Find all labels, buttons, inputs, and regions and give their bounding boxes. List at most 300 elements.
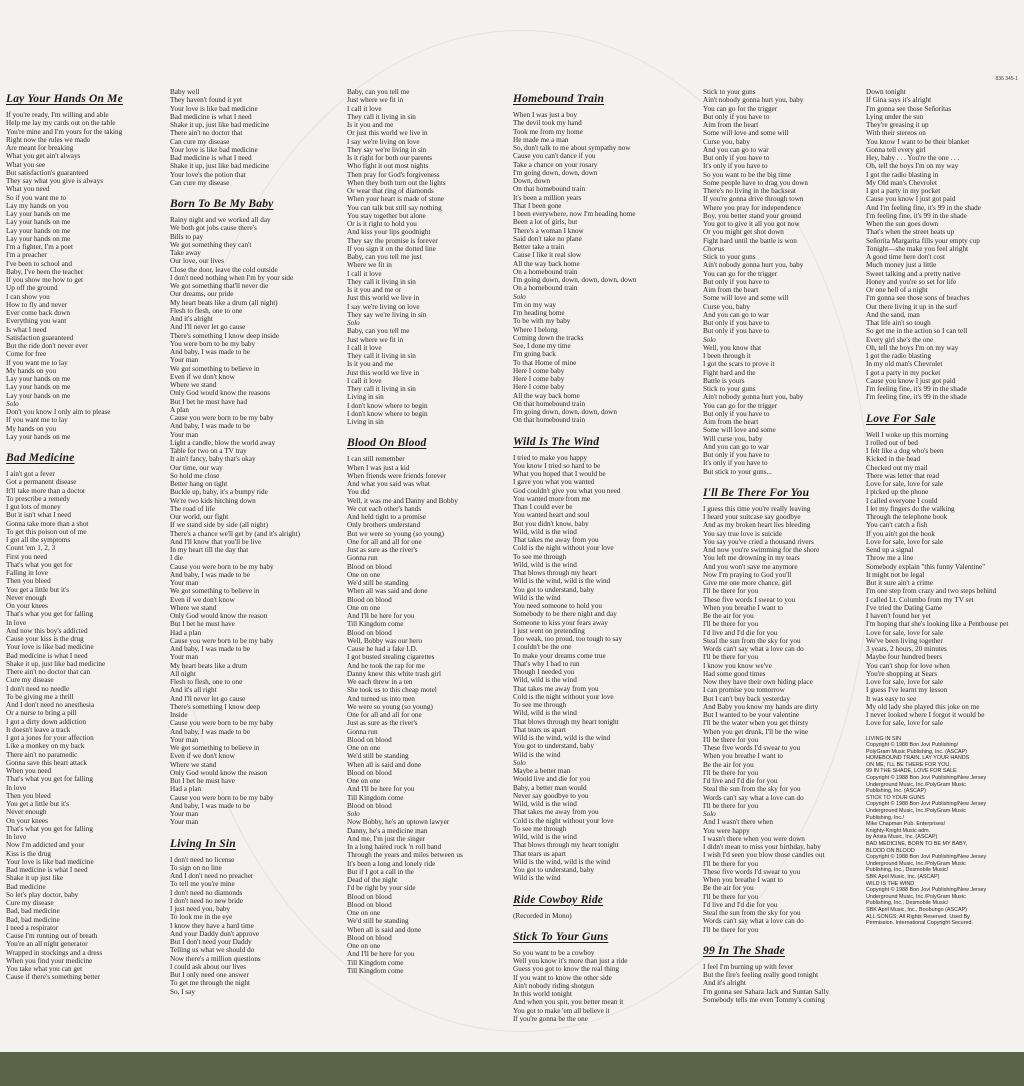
lyric-line: How to fly and never: [6, 300, 68, 309]
lyric-line: Is what I need: [6, 325, 47, 334]
lyric-line: And me, I'm just the singer: [347, 834, 425, 843]
lyric-line: We got something to believe in: [170, 364, 260, 373]
lyric-line: I got the scars to prove it: [703, 360, 775, 369]
lyric-line: You can talk but still say nothing: [347, 203, 442, 212]
lyric-line: I say we're living on love: [347, 302, 420, 311]
lyric-line: I heard your suitcase say goodbye: [703, 513, 801, 521]
lyric-line: Blood on blood: [347, 735, 392, 744]
lyrics-column-5: [703, 88, 829, 1004]
credit-line: Publishing, Inc./: [866, 814, 905, 821]
lyric-line: And I'll know that you'll be live: [170, 537, 262, 546]
lyric-line: I called everyone I could: [866, 496, 938, 505]
lyric-line: Rainy night and we worked all day: [170, 216, 271, 224]
song-title: Homebound Train: [513, 93, 605, 105]
lyric-line: Love for sale, love for sale: [866, 628, 944, 637]
lyric-line: I'm a fighter, I'm a poet: [6, 243, 73, 251]
lyric-line: And I'll be here for you: [347, 950, 415, 959]
lyric-line: Lay your hands on me: [6, 432, 71, 441]
lyric-line: I gave you what you wanted: [513, 478, 595, 487]
lyric-line: Curse you, baby: [703, 302, 750, 311]
song-title: Living In Sin: [170, 837, 236, 850]
lyric-line: Here I come baby: [513, 366, 565, 375]
lyric-line: Stick to your guns: [703, 88, 756, 96]
lyric-line: I'm gonna see Sahara Jack and Suntan Sally: [703, 987, 830, 996]
lyric-line: But it isn't what I need: [6, 511, 71, 520]
lyric-line: Down, down: [513, 177, 551, 185]
lyric-line: And kiss your lips goodnight: [347, 228, 431, 237]
lyric-line: Ever come back down: [6, 309, 71, 317]
lyric-line: A good time here don't cost: [866, 253, 945, 261]
lyric-line: I guess I've learnt my lesson: [866, 686, 948, 695]
lyric-line: Just where we fit in: [347, 335, 404, 344]
lyric-line: You take what you can get: [6, 965, 83, 973]
lyric-line: It might not be legal: [866, 570, 925, 579]
lyric-line: We got something to believe in: [170, 744, 260, 752]
lyric-line: And he took the rap for me: [347, 661, 425, 670]
lyric-line: You wanted more from me: [513, 494, 591, 503]
lyric-line: When all is said and done: [347, 760, 422, 769]
credit-line: SBK April Music, Inc., Boobungo (ASCAP): [866, 906, 967, 913]
lyric-line: That life ain't so tough: [866, 319, 931, 327]
lyric-line: Words can't say what a love can do: [703, 793, 804, 802]
lyric-line: Can cure my disease: [170, 178, 230, 187]
section-label: Chorus: [703, 244, 725, 253]
lyric-line: Just as sure as the river's: [347, 546, 418, 554]
section-label: Solo: [513, 758, 526, 767]
lyric-line: Some will love and some will: [703, 129, 789, 138]
lyric-line: It's only if you have to: [703, 162, 768, 171]
lyric-line: And what you said was what: [347, 480, 430, 488]
lyric-line: I'm a preacher: [6, 251, 47, 260]
lyric-line: Well I woke up this morning: [866, 430, 949, 439]
lyric-line: 3 years, 2 hours, 20 minutes: [866, 645, 947, 653]
lyric-line: Close the door, leave the cold outside: [170, 265, 278, 274]
lyric-line: Or just this world we live in: [347, 129, 428, 138]
lyric-line: He made me a man: [513, 135, 569, 144]
lyric-line: Your man: [170, 356, 199, 365]
lyric-line: I got a jones for your affection: [6, 734, 94, 742]
lyric-line: I got the radio blasting in: [866, 170, 939, 179]
lyric-line: Kiss is the drug: [6, 849, 51, 858]
lyric-line: I don't need no needle: [6, 684, 70, 693]
lyric-line: Light a candle, blow the world away: [170, 438, 276, 447]
lyric-line: You were born to be my baby: [170, 339, 256, 348]
lyric-line: Sweet talking and a pretty native: [866, 269, 961, 278]
lyric-line: Baby, can you tell me: [347, 88, 410, 96]
lyric-line: Now I'm praying to God you'll: [703, 570, 792, 579]
lyric-line: Your man: [170, 430, 199, 439]
lyric-line: Where we stand: [170, 381, 217, 389]
lyric-line: We both got jobs cause there's: [170, 224, 257, 233]
lyric-line: Is it you and me: [347, 360, 394, 369]
lyric-line: And I'll never let go cause: [170, 694, 246, 703]
credit-line: Copyright © 1988 Bon Jovi Publishing/New Jersey: [866, 801, 987, 808]
lyric-line: I'm heading home: [513, 309, 565, 317]
lyric-line: Cause I'm running out of breath: [6, 932, 98, 940]
lyric-line: Wild, wild is the wind: [513, 527, 577, 536]
lyric-line: These five words I'd swear to you: [703, 744, 801, 752]
lyric-line: Baby well: [170, 88, 200, 96]
lyric-line: Even if we don't know: [170, 372, 235, 381]
lyric-line: When I was just a kid: [347, 463, 410, 472]
lyric-line: Bills to pay: [170, 232, 204, 241]
lyric-line: I've tried the Dating Game: [866, 603, 943, 612]
lyric-line: Oh, tell the boys I'm on my way: [866, 343, 959, 352]
lyric-line: Will curse you, baby: [703, 434, 763, 443]
lyric-line: That's what you get for falling: [6, 824, 93, 833]
lyric-line: Cause you were born to be my baby: [170, 636, 274, 645]
lyric-line: Fight hard until the battle is won: [703, 236, 797, 245]
credit-line: 99 IN THE SHADE, LOVE FOR SALE: [866, 768, 957, 775]
lyric-line: To get this poison out of me: [6, 527, 87, 536]
lyric-line: I'm going down, down, down, down, down: [513, 276, 637, 284]
lyric-line: I'm hoping that she's looking like a Penthouse pet: [866, 620, 1009, 629]
song-title: Ride Cowboy Ride: [513, 893, 604, 906]
lyric-line: Somebody to be there night and day: [513, 610, 617, 619]
lyric-line: Somebody tells me even Tommy's coming: [703, 995, 825, 1004]
lyric-line: I'll be the water when you get thirsty: [703, 719, 809, 728]
lyric-line: In a long haired rock 'n roll band: [347, 843, 442, 851]
lyric-line: Blood on blood: [347, 900, 392, 909]
lyric-line: I wasn't there when you were down: [703, 834, 805, 843]
lyric-line: I haven't found her yet: [866, 612, 931, 620]
song-title: Lay Your Hands On Me: [6, 93, 123, 105]
lyric-line: They're greasing it up: [866, 121, 929, 129]
lyric-line: Wild is the wind, wild is the wind: [513, 734, 611, 742]
lyric-line: We got something that'll never die: [170, 282, 269, 290]
lyric-line: I feel I'm burning up with fever: [703, 962, 794, 971]
lyric-line: My Old man's Chevrolet: [866, 178, 937, 187]
lyric-line: I'm going down, down, down: [513, 168, 598, 177]
lyric-line: Where we stand: [170, 760, 217, 769]
lyric-line: With their stereos on: [866, 129, 926, 138]
lyric-line: In this world tonight: [513, 990, 572, 998]
lyric-line: We cut each other's hands: [347, 504, 422, 513]
lyric-line: They say the promise is forever: [347, 236, 438, 245]
lyric-line: We were so young (so young): [347, 702, 433, 711]
lyric-line: Then you bleed: [6, 791, 51, 800]
lyric-line: You can't catch a fish: [866, 521, 928, 530]
lyric-line: And the sand, man: [866, 310, 920, 319]
lyric-line: You did: [347, 488, 370, 497]
lyric-line: We each threw in a ten: [347, 678, 413, 686]
lyric-line: If you ain't got the hook: [866, 529, 935, 538]
lyric-line: When you breathe I want to: [703, 876, 784, 884]
lyric-line: Take away: [170, 249, 201, 257]
lyric-line: Just this world we live in: [347, 368, 420, 377]
lyric-line: Baby, can you tell me just: [347, 253, 422, 261]
lyric-line: I'll be there for you: [703, 587, 759, 596]
lyric-line: That I been gone: [513, 201, 562, 210]
lyric-line: Better hang on tight: [170, 480, 228, 488]
lyric-line: Is it you and me or: [347, 286, 402, 294]
lyric-line: I been everywhere, now I'm heading home: [513, 210, 636, 218]
lyric-line: Never enough: [6, 808, 47, 817]
lyric-line: Send up a signal: [866, 546, 914, 554]
lyric-line: To tell me you're mine: [170, 880, 235, 889]
lyric-line: Inside: [170, 711, 188, 719]
lyric-line: And you can go to war: [703, 442, 769, 451]
lyric-line: And your Daddy don't approve: [170, 929, 260, 938]
lyric-line: What you get ain't always: [6, 152, 81, 161]
credit-line: WILD IS THE WIND: [866, 880, 915, 887]
lyric-line: Wild, wild is the wind: [513, 833, 577, 841]
lyric-line: And I'll never let go cause: [170, 323, 246, 332]
lyric-line: I'd live and I'd die for you: [703, 900, 778, 909]
section-label: Solo: [703, 335, 716, 344]
lyric-line: Checked out my mail: [866, 463, 928, 472]
lyric-line: Your love is like bad medicine: [170, 104, 258, 113]
lyric-line: It's only if you have to: [703, 459, 768, 468]
section-label: Solo: [347, 319, 360, 327]
lyric-line: We got something to believe in: [170, 587, 260, 596]
lyric-line: And I'll be here for you: [347, 612, 415, 620]
lyric-line: Blood on blood: [347, 595, 392, 604]
lyric-line: Boy, you better stand your ground: [703, 211, 802, 220]
lyric-line: Out there living it up in the surf: [866, 302, 958, 311]
lyric-line: Only God would know the reason: [170, 768, 268, 777]
lyric-line: I been through it: [703, 352, 751, 360]
lyric-line: And baby, I was made to be: [170, 727, 250, 736]
lyric-line: Love for sale, love for sale: [866, 537, 944, 546]
lyric-line: Falling in love: [6, 569, 48, 577]
lyric-line: When your heart is made of stone: [347, 195, 444, 204]
lyric-line: Aim from the heart: [703, 286, 759, 294]
lyrics-column-3: [347, 88, 463, 975]
lyric-line: I wish I'd seen you blow those candles out: [703, 851, 825, 860]
lyric-line: Is it right for both our parents: [347, 154, 433, 162]
lyric-line: There's a chance we'll get by (and it's alright): [170, 529, 301, 538]
lyric-line: I picked up the phone: [866, 488, 929, 497]
lyric-line: When you find your medicine: [6, 956, 93, 965]
lyric-line: If you show me how to get: [6, 276, 84, 284]
section-label: Solo: [513, 292, 526, 301]
lyric-line: I'll be there for you: [703, 859, 759, 868]
lyric-line: But I don't need your Daddy: [170, 938, 252, 946]
lyric-line: It's been a million years: [513, 193, 582, 202]
lyric-line: Steal the sun from the sky for you: [703, 785, 801, 794]
lyric-line: I got a dirty down addiction: [6, 717, 87, 726]
lyric-line: I can show you: [6, 292, 50, 301]
lyric-line: Flesh to flesh, one to one: [170, 678, 243, 686]
lyric-line: All the way back home: [513, 259, 580, 268]
lyric-line: Lay your hands on me: [6, 218, 71, 227]
lyric-line: And I'm feeling fine, it's 99 in the shade: [866, 203, 981, 212]
lyric-line: Bad, bad medicine: [6, 915, 60, 924]
lyric-line: In love: [6, 833, 27, 841]
lyric-line: When the sun goes down: [866, 220, 939, 228]
lyric-line: I call it love: [347, 376, 382, 385]
lyric-line: If you're ready, I'm willing and able: [6, 111, 109, 119]
lyric-line: Your man: [170, 653, 199, 662]
lyric-line: Be the air for you: [703, 760, 754, 769]
lyric-line: Even if we don't know: [170, 595, 235, 604]
lyric-line: Maybe four hundred beers: [866, 653, 943, 662]
lyric-line: Up off the ground: [6, 284, 58, 293]
lyric-line: Lying under the sun: [866, 112, 924, 121]
lyric-line: You say true love is suicide: [703, 529, 782, 538]
lyric-line: I got the radio blasting: [866, 352, 932, 360]
lyric-line: First you need: [6, 552, 48, 561]
lyric-line: I know you know we've: [703, 661, 772, 670]
lyric-line: Wild, wild is the wind: [513, 676, 577, 685]
lyric-line: And I don't need no anesthesia: [6, 701, 95, 709]
lyric-line: They call it living in sin: [347, 385, 416, 393]
lyric-line: But if I got a call in the: [347, 867, 414, 876]
lyric-line: Stick to your guns: [703, 385, 756, 393]
lyric-line: Wild, wild is the wind: [513, 560, 577, 569]
lyric-line: Our love, our lives: [170, 257, 224, 266]
lyric-line: Cure my disease: [6, 676, 54, 685]
lyric-line: There ain't no paramedic: [6, 750, 78, 759]
lyric-line: You can go for the trigger: [703, 269, 778, 278]
lyric-line: Lay your hands on me: [6, 383, 71, 392]
lyric-line: I'm going back: [513, 350, 556, 359]
lyric-line: Wrapped in stockings and a dress: [6, 948, 103, 957]
section-label: Solo: [6, 399, 19, 408]
lyric-line: We got something they can't: [170, 240, 252, 249]
lyric-line: Took me from my home: [513, 127, 583, 136]
lyric-line: I'm one step from crazy and two steps behind: [866, 587, 997, 596]
lyric-line: Dead of the night: [347, 876, 398, 884]
lyric-line: You're an all night generator: [6, 940, 88, 949]
lyric-line: But only if you have to: [703, 112, 770, 121]
lyric-line: Living in sin: [347, 393, 384, 402]
lyric-line: Never enough: [6, 593, 47, 602]
lyric-line: Blood on blood: [347, 562, 392, 571]
lyric-line: Someone to kiss your fears away: [513, 618, 608, 627]
lyric-line: Steal the sun from the sky for you: [703, 636, 801, 645]
lyric-line: You say you've cried a thousand rivers: [703, 537, 814, 546]
lyric-line: Cause you were born to be my baby: [170, 719, 274, 728]
lyric-line: Gonna take more than a shot: [6, 519, 89, 528]
lyric-line: Blood on blood: [347, 628, 392, 637]
lyric-line: Ain't nobody gonna hurt you, baby: [703, 261, 804, 270]
lyric-line: You wanted heart and soul: [513, 511, 590, 520]
credit-line: LIVING IN SIN: [866, 735, 902, 742]
lyric-line: Baby, can you tell me: [347, 327, 410, 336]
lyric-line: I couldn't be the one: [513, 643, 572, 652]
lyric-line: If Gina says it's alright: [866, 96, 932, 105]
lyric-line: Bad medicine: [6, 882, 46, 891]
lyric-line: When all was said and done: [347, 587, 428, 596]
lyric-line: Lay your hands on me: [6, 226, 71, 235]
lyric-line: On a homebound train: [513, 284, 578, 293]
lyric-line: And baby, I was made to be: [170, 801, 250, 810]
lyric-line: When they both turn out the lights: [347, 178, 446, 187]
song-title: Love For Sale: [866, 412, 936, 425]
lyric-line: Said don't take no plane: [513, 234, 582, 243]
lyric-line: But I bet he must have: [170, 777, 235, 785]
lyric-line: So, I say: [170, 987, 195, 996]
lyric-line: That's why I had to run: [513, 659, 580, 668]
lyric-line: Wild is the wind, wild is the wind: [513, 577, 611, 586]
lyric-line: We'd still be standing: [347, 579, 409, 587]
lyric-line: And it's all right: [170, 686, 217, 695]
credit-line: STICK TO YOUR GUNS: [866, 794, 925, 801]
lyric-line: Cause you were born to be my baby: [170, 414, 274, 422]
lyric-line: Never say goodbye to you: [513, 791, 589, 800]
lyric-line: Ain't nobody riding shotgun: [513, 981, 594, 990]
lyric-line: Everything you want: [6, 317, 67, 326]
lyric-line: I'm gonna see those sons of beaches: [866, 294, 970, 303]
lyrics-column-1: [6, 88, 123, 982]
lyric-line: And now you're swimming for the shore: [703, 546, 820, 554]
lyric-line: Gonna save this heart attack: [6, 758, 88, 767]
lyric-line: Just where we fit in: [347, 96, 404, 105]
lyric-line: If you're gonna drive through town: [703, 195, 804, 204]
lyric-line: Guess you got to know the real thing: [513, 965, 620, 974]
lyric-line: One on one: [347, 777, 381, 785]
lyric-line: But we were so young (so young): [347, 529, 445, 538]
lyric-line: It was easy to see: [866, 694, 917, 703]
lyric-line: When you get drunk, I'll be the wine: [703, 727, 809, 736]
lyric-line: And now this boy's addicted: [6, 626, 88, 635]
lyric-line: Oh, tell the boys I'm on my way: [866, 162, 959, 171]
lyric-line: To make your dreams come true: [513, 651, 606, 660]
lyric-line: Honey and you're so set for life: [866, 277, 957, 286]
lyric-line: Steal the sun from the sky for you: [703, 909, 801, 917]
lyric-line: Where we stand: [170, 603, 217, 612]
lyric-line: But only if you have to: [703, 451, 770, 459]
lyric-line: Or you might get shot down: [703, 228, 784, 237]
lyric-line: Gonna tell every girl: [866, 145, 926, 154]
lyric-line: Well, it was me and Danny and Bobby: [347, 496, 458, 505]
lyric-line: You can go for the trigger: [703, 401, 778, 410]
lyric-line: Shake it up, just like bad medicine: [170, 162, 270, 171]
lyric-line: And baby, I was made to be: [170, 570, 250, 579]
lyric-line: That blows through my heart: [513, 569, 597, 577]
lyric-line: That blows through my heart tonight: [513, 841, 619, 850]
lyric-line: Your man: [170, 579, 199, 587]
lyric-line: Cold is the night without your love: [513, 816, 614, 825]
lyric-line: So let's play doctor, baby: [6, 890, 79, 899]
lyric-line: And you can go to war: [703, 310, 769, 319]
lyric-line: One on one: [347, 744, 381, 752]
lyric-line: But you didn't know, baby: [513, 519, 589, 528]
lyric-line: Cold is the night without your love: [513, 544, 614, 553]
lyric-line: Through the years and miles between us: [347, 851, 463, 860]
song-title: Blood On Blood: [347, 437, 427, 450]
lyric-line: Your man: [170, 810, 199, 818]
lyric-line: These five words I swear to you: [703, 595, 796, 604]
lyric-line: I know they have a hard time: [170, 921, 254, 930]
lyric-line: To that Home of mine: [513, 358, 577, 367]
lyric-line: Cause you can't dance if you: [513, 152, 596, 161]
lyric-line: But the ride don't never ever: [6, 342, 88, 350]
lyric-line: Wild, wild is the wind: [513, 709, 577, 718]
lyric-line: I tried to make you happy: [513, 453, 588, 462]
lyric-line: Or wear that ring of diamonds: [347, 187, 434, 195]
lyric-line: But stick to your guns...: [703, 467, 772, 476]
lyric-line: Are meant for breaking: [6, 144, 74, 152]
lyric-line: See, I done my time: [513, 342, 571, 350]
lyric-line: You get a little but it's: [6, 800, 70, 808]
lyric-line: Buckle up, baby, it's a bumpy ride: [170, 488, 268, 497]
lyric-line: But the fire's feeling really good tonight: [703, 971, 819, 979]
lyric-line: I call it love: [347, 269, 382, 278]
lyric-line: Help me lay my cards out on the table: [6, 119, 116, 128]
lyric-line: Cure my disease: [6, 899, 54, 907]
lyric-line: And Baby you know my hands are dirty: [703, 702, 819, 711]
catalog-number: 836 345-1: [995, 76, 1018, 82]
lyric-line: I die: [170, 554, 183, 563]
lyric-line: One on one: [347, 570, 381, 579]
lyric-line: Gonna run: [347, 554, 378, 563]
credit-line: Underground Music, Inc./PolyGram Music: [866, 893, 966, 900]
lyric-line: Like a monkey on my back: [6, 742, 85, 751]
lyric-line: And when you spit, you better mean it: [513, 998, 624, 1007]
